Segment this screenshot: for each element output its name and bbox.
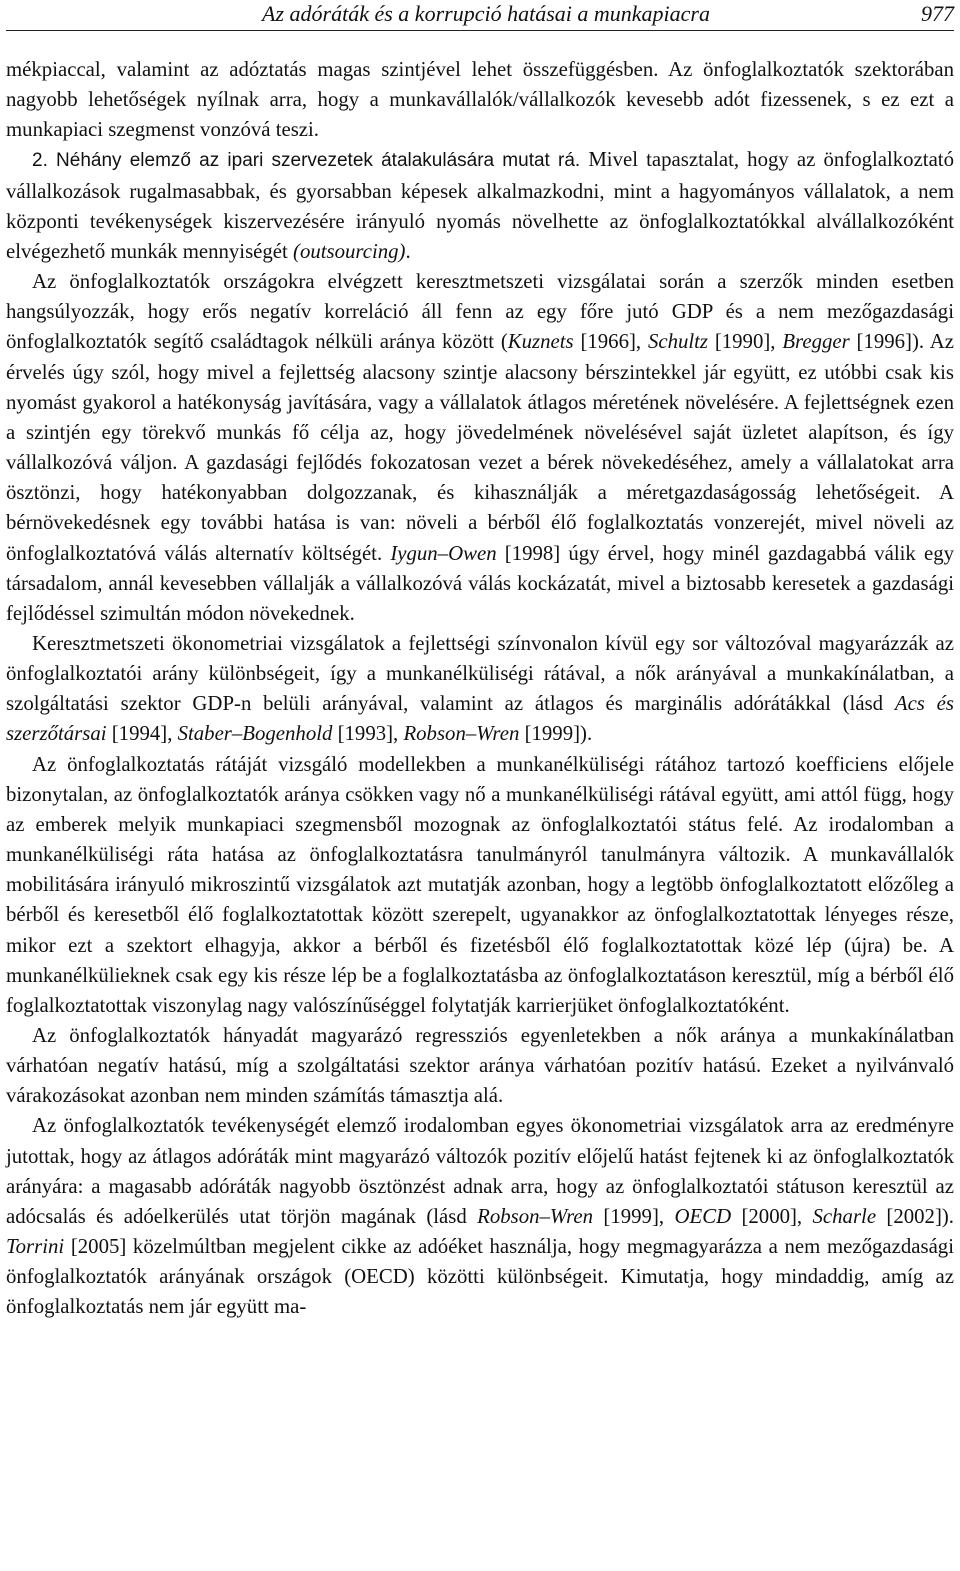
paragraph-text: . — [405, 239, 411, 263]
citation-author: Scharle — [812, 1204, 877, 1228]
paragraph-text: [1998] úgy érvel, hogy minél gazdagabbá válik egy társadalom, annál kevesebben vállalják a vállalkozóvá válás kockázatát, mivel a biztosabb keresetek a gazdasági fejlődéssel szimultán módon növekednek. — [6, 541, 954, 625]
paragraph-text: [2005] közelmúltban megjelent cikke az adóéket használja, hogy megmagyarázza a nem mezőgazdasági önfoglalkoztatók arányának országok (OECD) közötti különbségeit. Kimutatja, hogy mindaddig, amíg az önfoglalkoztatás nem jár együtt ma- — [6, 1235, 954, 1319]
paragraph — [6, 55, 954, 145]
paragraph-text: [1996]). Az érvelés úgy szól, hogy mivel a fejlettség alacsony szintje alacsony bérszintekkel jár együtt, ez utóbbi csak kis nyomást gyakorol a hatékonyság javítására, vagy a vállalatok átlagos méretének növelésére. A fejlettségnek ezen a szintjén egy törekvő munkás fő célja az, hogy jövedelmének növelésével saját üzletet alapítson, és így vállalkozóvá váljon. A gazdasági fejlődés fokozatosan vezet a bérek növekedéséhez, amely a vállalatokat arra ösztönzi, hogy hatékonyabban dolgozzanak, és kihasználják a méretgazdaságosság lehetőségeit. A bérnövekedésnek egy további hatása is van: növeli a bérből élő foglalkoztatás vonzerejét, mivel növeli az önfoglalkoztatóvá válás alternatív költségét. — [6, 330, 955, 565]
paragraph-text: [2002]). — [876, 1204, 954, 1228]
citation-author: Kuznets — [507, 330, 574, 354]
paragraph-text: Mivel tapasztalat, hogy az önfoglalkoztató vállalkozások rugalmasabbak, és gyorsabban képesek alkalmazkodni, mint a hagyományos vállalatok, a nem központi tevékenységek kiszervezésére irányuló nyomás növelhette az önfoglalkoztatókkal alvállalkozóként elvégezhető munkák mennyiségét — [6, 148, 954, 263]
citation-author: Schultz — [647, 330, 709, 354]
paragraph-text: mékpiaccal, valamint az adóztatás magas szintjével lehet összefüggésben. Az önfoglalkoztatók szektorában nagyobb lehetőségek nyílnak arra, hogy a munkavállalók/vállalkozók kevesebb adót fizessenek, s ez ezt a munkapiaci szegmenst vonzóvá teszi. — [6, 58, 954, 142]
paragraph-text: [1999], — [593, 1204, 675, 1228]
paragraph-text: [1994], — [106, 722, 178, 746]
paragraph-text: Az önfoglalkoztatók tevékenységét elemző irodalomban egyes ökonometriai vizsgálatok arra az eredményre jutottak, hogy az átlagos adóráták mint magyarázó változók pozitív előjelű hatást fejtenek ki az önfoglalkoztatók arányára: a magasabb adóráták nagyobb ösztönzést adnak arra, hogy az önfoglalkoztatói státuson keresztül az adócsalás és adóelkerülés utat törjön magának (lásd — [6, 1114, 954, 1228]
citation-author: Torrini — [6, 1235, 65, 1259]
list-point-lead: 2. Néhány elemző az ipari szervezetek átalakulására mutat rá. — [32, 150, 581, 172]
citation-author: Robson–Wren — [477, 1204, 594, 1228]
citation-author: Acs és szerzőtársai — [6, 692, 954, 746]
paragraph — [6, 1021, 954, 1111]
citation-author: OECD — [674, 1204, 732, 1228]
paragraph-text: [2000], — [731, 1204, 813, 1228]
paragraph-text: Keresztmetszeti ökonometriai vizsgálatok a fejlettségi színvonalon kívül egy sor változóval magyarázzák az önfoglalkoztatói arány különbségeit, így a munkanélküliségi rátával, a nők arányával a munkakínálatban, a szolgáltatási szektor GDP-n belüli arányával, valamint az átlagos és marginális adórátákkal (lásd — [6, 631, 954, 716]
paragraph-text: [1990], — [708, 330, 783, 354]
citation-author: Robson–Wren — [403, 722, 520, 746]
paragraph — [6, 750, 954, 1021]
article-body — [6, 55, 954, 1323]
citation-author: Staber–Bogenhold — [177, 722, 333, 746]
citation-author: Iygun–Owen — [390, 541, 497, 565]
paragraph — [6, 267, 954, 629]
paragraph-text: Az önfoglalkoztatók hányadát magyarázó regressziós egyenletekben a nők aránya a munkakínálatban várhatóan negatív hatású, míg a szolgáltatási szektor aránya várhatóan pozitív hatású. Ezeket a nyilvánvaló várakozásokat azonban nem minden számítás támasztja alá. — [6, 1024, 954, 1108]
page-number: 977 — [921, 1, 954, 26]
paragraph — [6, 629, 954, 750]
paragraph-text: [1993], — [332, 722, 404, 746]
paragraph — [6, 145, 954, 267]
paragraph-text: [1966], — [573, 330, 648, 354]
paragraph — [6, 1111, 954, 1322]
term-italic: (outsourcing) — [293, 239, 406, 263]
running-title: Az adóráták és a korrupció hatásai a munkapiacra — [262, 1, 710, 26]
paragraph-text: Az önfoglalkoztatás rátáját vizsgáló modellekben a munkanélküliségi rátához tartozó koefficiens előjele bizonytalan, az önfoglalkoztatók aránya csökken vagy nő a munkanélküliségi rátával együtt, ami attól függ, hogy az emberek melyik munkapiaci szegmensből mozognak az önfoglalkoztatói státus felé. Az irodalomban a munkanélküliségi ráta hatása az önfoglalkoztatásra tanulmányról tanulmányra változik. A munkavállalók mobilitására irányuló mikroszintű vizsgálatok azt mutatják azonban, hogy a legtöbb önfoglalkoztatott előzőleg a bérből és keresetből élő foglalkoztatottak között szerepelt, ugyanakkor az önfoglalkoztatottak lényeges része, mikor ezt a szektort elhagyja, akkor a bérből és fizetésből élő foglalkoztatottak közé lép (újra) be. A munkanélkülieknek csak egy kis része lép be a foglalkoztatásba az önfoglalkoztatáson keresztül, míg a bérből élő foglalkoztatottak viszonylag nagy valószínűséggel folytatják karrierjüket önfoglalkoztatóként. — [6, 752, 954, 1017]
paragraph-text: [1999]). — [519, 722, 593, 746]
citation-author: Bregger — [782, 330, 850, 354]
running-header — [6, 0, 954, 31]
paragraph-text: Az önfoglalkoztatók országokra elvégzett keresztmetszeti vizsgálatai során a szerzők minden esetben hangsúlyozzák, hogy erős negatív korreláció áll fenn az egy főre jutó GDP és a nem mezőgazdasági önfoglalkoztatók segítő családtagok nélküli aránya között ( — [6, 270, 954, 354]
